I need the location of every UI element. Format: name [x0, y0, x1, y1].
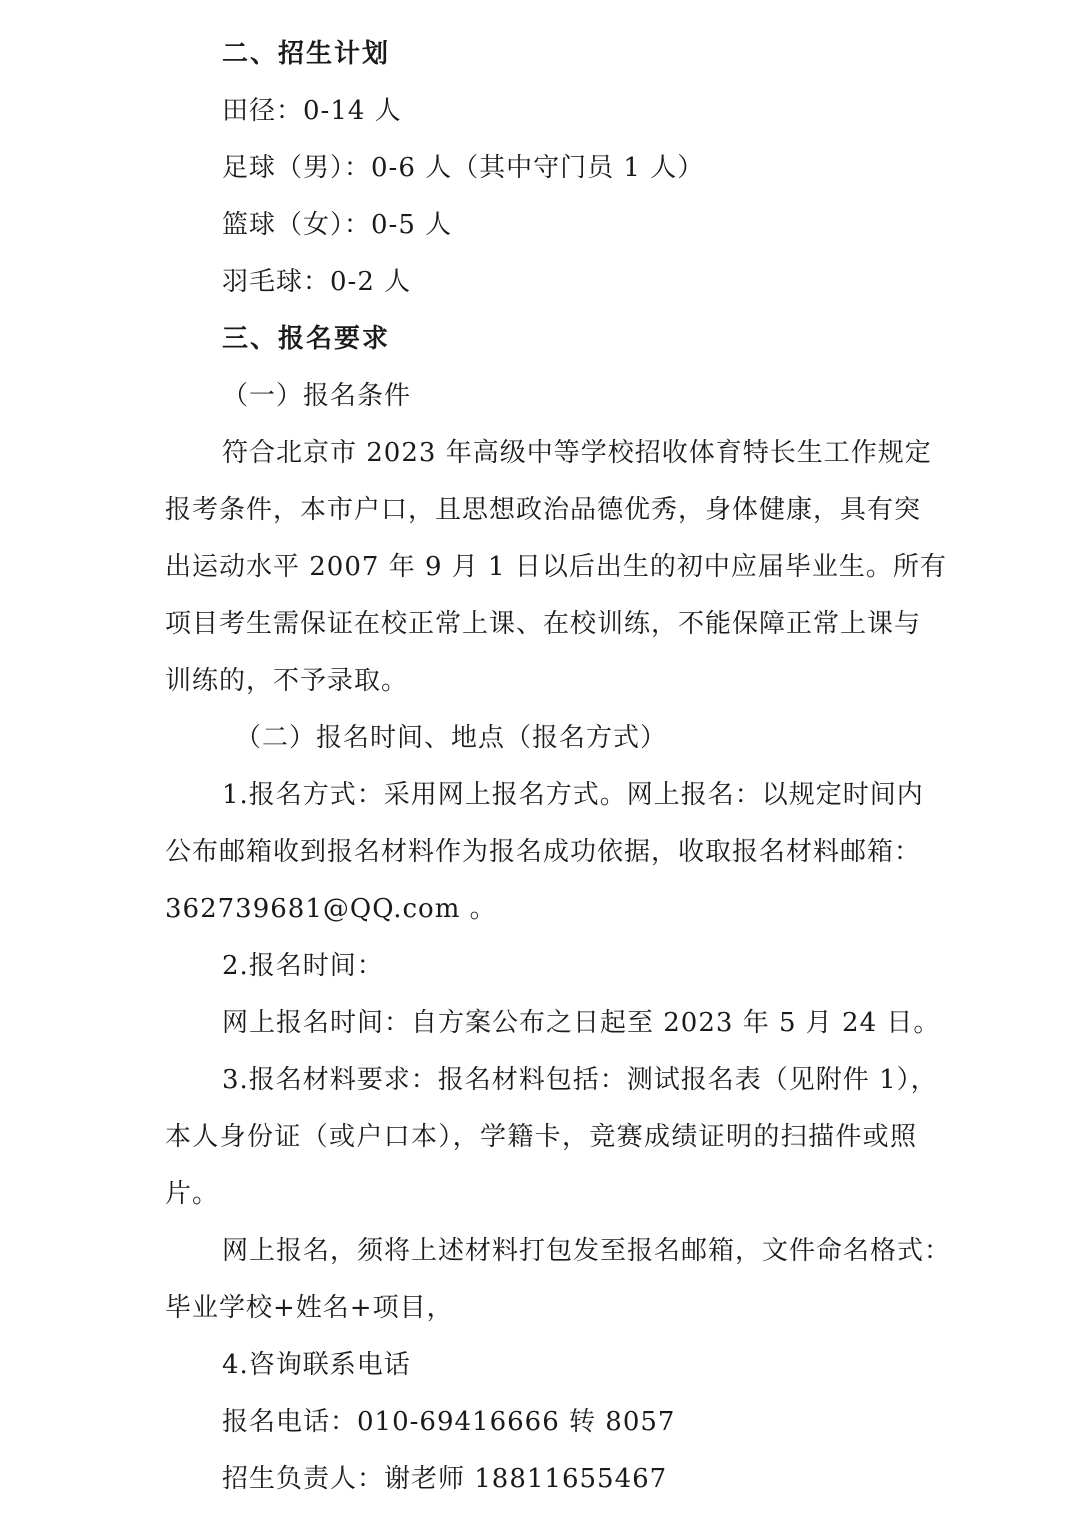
email-address: 362739681@QQ.com 。	[165, 894, 497, 924]
method-line-2: 公布邮箱收到报名材料作为报名成功依据，收取报名材料邮箱：	[165, 837, 922, 867]
materials-line-1: 3.报名材料要求：报名材料包括：测试报名表（见附件 1），	[222, 1065, 938, 1095]
phone-line: 报名电话：010-69416666 转 8057	[222, 1407, 676, 1437]
plan-item-track: 田径：0-14 人	[222, 96, 402, 126]
plan-item-basketball: 篮球（女）：0-5 人	[222, 210, 453, 240]
time-line: 网上报名时间：自方案公布之日起至 2023 年 5 月 24 日。	[222, 1008, 941, 1038]
online-line-2: 毕业学校+姓名+项目，	[165, 1293, 454, 1323]
materials-line-2: 本人身份证（或户口本），学籍卡，竞赛成绩证明的扫描件或照	[165, 1122, 917, 1152]
conditions-line-4: 项目考生需保证在校正常上课、在校训练，不能保障正常上课与	[165, 609, 922, 639]
online-line-1: 网上报名，须将上述材料打包发至报名邮箱，文件命名格式：	[222, 1236, 952, 1266]
plan-heading: 二、招生计划	[222, 39, 391, 69]
requirements-heading: 三、报名要求	[222, 324, 391, 354]
conditions-line-5: 训练的，不予录取。	[165, 666, 409, 696]
conditions-line-3: 出运动水平 2007 年 9 月 1 日以后出生的初中应届毕业生。所有	[165, 552, 947, 582]
time-place-heading: （二）报名时间、地点（报名方式）	[235, 723, 668, 753]
materials-line-3: 片。	[165, 1179, 220, 1209]
time-heading: 2.报名时间：	[222, 951, 384, 981]
method-line-1: 1.报名方式：采用网上报名方式。网上报名：以规定时间内	[222, 780, 924, 810]
person-line: 招生负责人：谢老师 18811655467	[222, 1464, 668, 1494]
plan-item-badminton: 羽毛球：0-2 人	[222, 267, 412, 297]
contact-heading: 4.咨询联系电话	[222, 1350, 411, 1380]
conditions-line-1: 符合北京市 2023 年高级中等学校招收体育特长生工作规定	[222, 438, 932, 468]
conditions-line-2: 报考条件，本市户口，且思想政治品德优秀，身体健康，具有突	[165, 495, 922, 525]
plan-item-football: 足球（男）：0-6 人（其中守门员 1 人）	[222, 153, 705, 183]
conditions-heading: （一）报名条件	[222, 381, 412, 411]
